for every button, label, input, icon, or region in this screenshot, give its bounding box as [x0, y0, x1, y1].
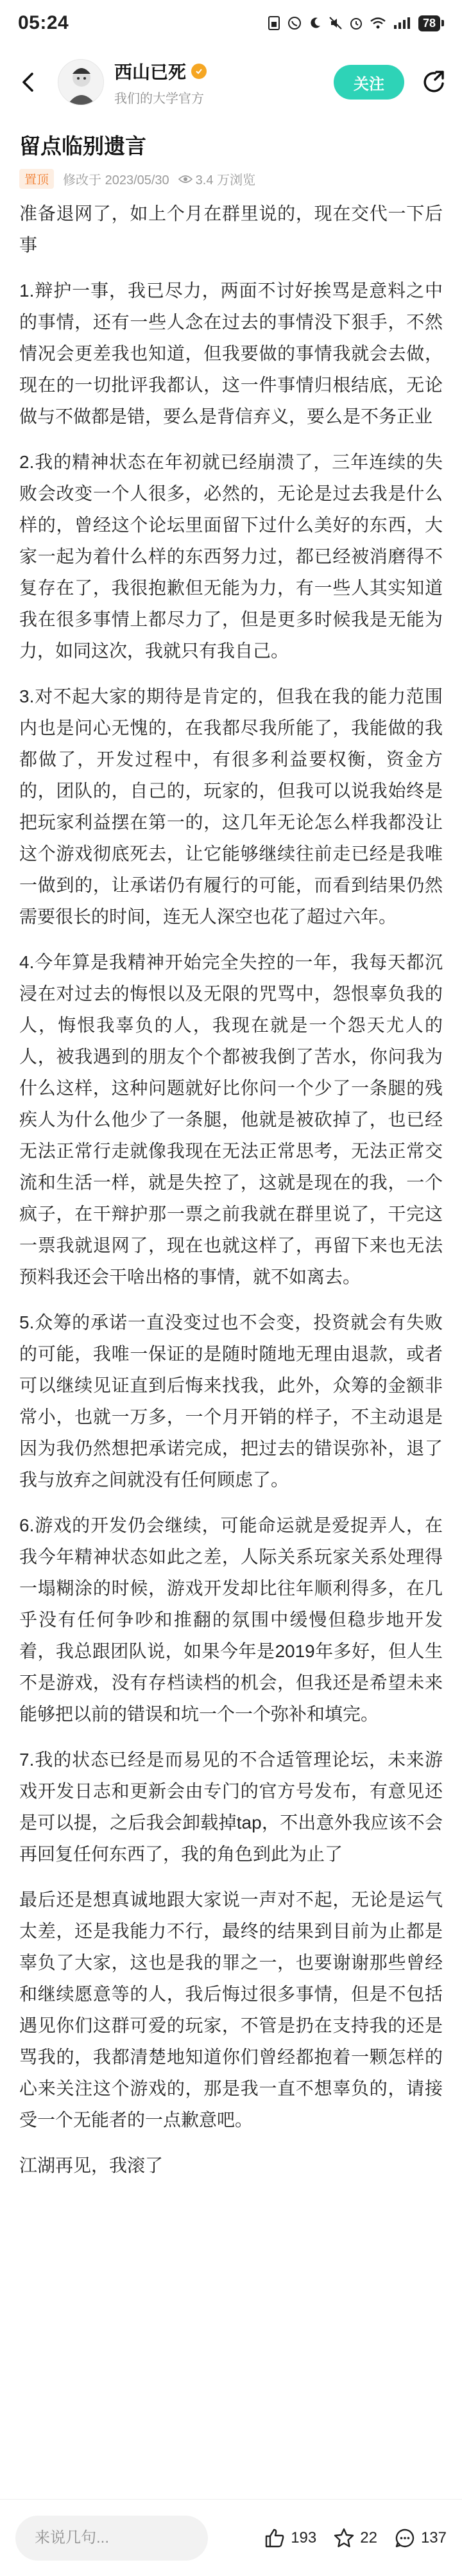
author-subtitle: 我们的大学官方 [114, 91, 204, 106]
status-icons [267, 15, 444, 31]
star-icon [333, 2527, 355, 2549]
favorite-count: 22 [360, 2528, 377, 2546]
post [0, 130, 462, 2181]
paragraph: 6.游戏的开发仍会继续，可能命运就是爱捉弄人，在我今年精神状态如此之差，人际关系玩家关系处理得一塌糊涂的时候，游戏开发却比往年顺利得多，在几乎没有任何争吵和推翻的氛围中缓慢但稳步地开发着，我总跟团队说，如果今年是2019年多好，但人生不是游戏，没有存档读档的机会，但我还是希望未来能够把以前的错误和坑一个一个弥补和填完。 [19, 1515, 443, 1724]
view-count-text: 3.4 万浏览 [195, 173, 256, 187]
alarm-icon [349, 16, 363, 30]
comment-count: 137 [420, 2528, 447, 2546]
post-header [0, 46, 462, 118]
paragraph: 江湖再见，我滚了 [19, 2155, 164, 2175]
status-time: 05:24 [18, 12, 69, 33]
back-button[interactable] [14, 68, 42, 96]
share-icon [421, 69, 447, 95]
signal-icon [393, 16, 412, 30]
paragraph: 2.我的精神状态在年初就已经崩溃了，三年连续的失败会改变一个人很多，必然的，无论是过去我是什么样的，曾经这个论坛里面留下过什么美好的东西，大家一起为着什么样的东西努力过，都已经被消磨得不复存在了，我很抱歉但无能为力，有一些人其实知道我在很多事情上都尽力了，但是更多时候我是无能为力，如同这次，我就只有我自己。 [19, 452, 443, 661]
post-content [19, 198, 443, 2181]
view-count [178, 170, 255, 188]
moon-icon [308, 16, 322, 30]
post-actions [264, 2527, 447, 2549]
mute-icon [329, 16, 343, 30]
chevron-left-icon [19, 72, 37, 92]
avatar[interactable] [58, 59, 104, 105]
whatsapp-icon [287, 16, 302, 30]
status-bar [0, 0, 462, 46]
follow-button[interactable]: 关注 [334, 65, 404, 100]
battery-icon [418, 15, 444, 31]
eye-icon [178, 175, 193, 184]
comment-button[interactable] [394, 2527, 447, 2549]
battery-level: 78 [418, 15, 440, 31]
comment-input[interactable] [15, 2516, 208, 2561]
bottom-action-bar [0, 2499, 462, 2576]
paragraph: 准备退网了，如上个月在群里说的，现在交代一下后事 [19, 204, 443, 255]
like-button[interactable] [264, 2527, 316, 2549]
like-count: 193 [291, 2528, 317, 2546]
paragraph: 3.对不起大家的期待是肯定的，但我在我的能力范围内也是问心无愧的，在我都尽我所能了，我能做的我都做了，开发过程中，有很多利益要权衡，资金方的，团队的，自己的，玩家的，但我可以说我始终是把玩家利益摆在第一的，这几年无论怎么样我都没让这个游戏彻底死去，让它能够继续往前走已经是我唯一做到的，让承诺仍有履行的可能，而看到结果仍然需要很长的时间，连无人深空也花了超过六年。 [19, 686, 443, 927]
paragraph: 4.今年算是我精神开始完全失控的一年，我每天都沉浸在对过去的悔恨以及无限的咒骂中，怨恨辜负我的人，悔恨我辜负的人，我现在就是一个怨天尤人的人，被我遇到的朋友个个都被我倒了苦水，你问我为什么这样，这种问题就好比你问一个少了一条腿的残疾人为什么他少了一条腿，他就是被砍掉了，也已经无法正常行走就像我现在无法正常思考，无法正常交流和生活一样，就是失控了，这就是现在的我，一个疯子，在干辩护那一票之前我就在群里说了，干完这一票我就退网了，现在也就这样了，再留下来也无法预料我还会干啥出格的事情，就不如离去。 [19, 952, 443, 1287]
modified-date: 修改于 2023/05/30 [63, 173, 169, 187]
paragraph: 5.众筹的承诺一直没变过也不会变，投资就会有失败的可能，我唯一保证的是随时随地无理由退款，或者可以继续见证直到后悔来找我，此外，众筹的金额非常小，也就一万多，一个月开销的样子，不主动退是因为我仍然想把承诺完成，把过去的错误弥补，退了我与放弃之间就没有任何顾虑了。 [19, 1312, 443, 1490]
verified-badge-icon [191, 64, 207, 79]
share-button[interactable] [420, 68, 448, 96]
paragraph: 1.辩护一事，我已尽力，两面不讨好挨骂是意料之中的事情，还有一些人念在过去的事情没下狠手，不然情况会更差我也知道，但我要做的事情我就会去做，现在的一切批评我都认，这一件事情归根结底，无论做与不做都是错，要么是背信弃义，要么是不务正业 [19, 281, 443, 426]
comment-icon [394, 2527, 416, 2549]
paragraph: 最后还是想真诚地跟大家说一声对不起，无论是运气太差，还是我能力不行，最终的结果到目前为止都是辜负了大家，这也是我的罪之一，也要谢谢那些曾经和继续愿意等的人，我后悔过很多事情，但是不包括遇见你们这群可爱的玩家，不管是扔在支持我的还是骂我的，我都清楚地知道你们曾经都抱着一颗怎样的心来关注这个游戏的，那是我一直不想辜负的，请接受一个无能者的一点歉意吧。 [19, 1890, 443, 2130]
wifi-icon [370, 16, 386, 30]
post-meta [19, 169, 443, 189]
sim-icon [267, 16, 281, 30]
author-info[interactable] [114, 58, 334, 107]
paragraph: 7.我的状态已经是而易见的不合适管理论坛，未来游戏开发日志和更新会由专门的官方号发布，有意见还是可以提，之后我会卸载掉tap，不出意外我应该不会再回复任何东西了，我的角色到此为止了 [19, 1750, 443, 1864]
thumbs-up-icon [264, 2527, 286, 2549]
pinned-badge: 置顶 [19, 169, 54, 189]
author-name[interactable]: 西山已死 [114, 62, 187, 82]
post-title: 留点临别遗言 [19, 134, 146, 158]
favorite-button[interactable] [333, 2527, 377, 2549]
